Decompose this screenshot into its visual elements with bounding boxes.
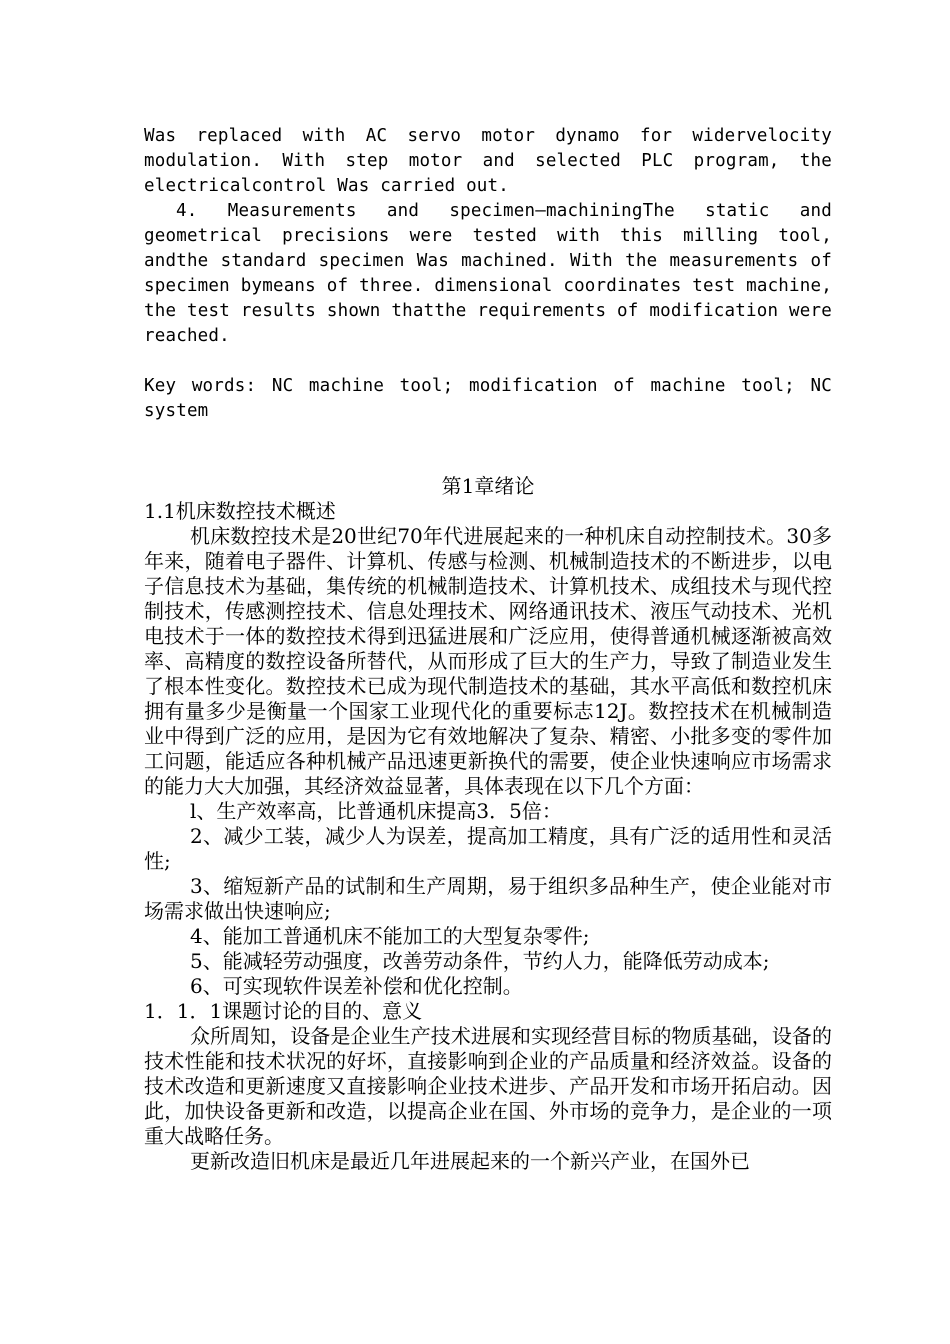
list-item: l、生产效率高，比普通机床提高3．5倍：	[190, 799, 562, 823]
section-heading-1-1: 1.1机床数控技术概述	[144, 499, 336, 523]
keywords: Key words: NC machine tool; modification of machine tool; NC system	[144, 376, 832, 421]
section-1-1-intro: 机床数控技术是20世纪70年代进展起来的一种机床自动控制技术。30多年来，随着电子器件、计算机、传感与检测、机械制造技术的不断进步，以电子信息技术为基础，集传统的机械制造技术、计算机技术、成组技术与现代控制技术，传感测控技术、信息处理技术、网络通讯技术、液压气动技术、光机电技术于一体的数控技术得到迅猛进展和广泛应用，使得普通机械逐渐被高效率、高精度的数控设备所替代，从而形成了巨大的生产力，导致了制造业发生了根本性变化。数控技术已成为现代制造技术的基础，其水平高低和数控机床拥有量多少是衡量一个国家工业现代化的重要标志12J。数控技术在机械制造业中得到广泛的应用，是因为它有效地解决了复杂、精密、小批多变的零件加工问题，能适应各种机械产品迅速更新换代的需要，使企业快速响应市场需求的能力大大加强，其经济效益显著，具体表现在以下几个方面：	[144, 524, 832, 798]
list-item: 4、能加工普通机床不能加工的大型复杂零件;	[190, 924, 590, 948]
section-1-1-1-paragraph-1: 众所周知，设备是企业生产技术进展和实现经营目标的物质基础，设备的技术性能和技术状况的好坏，直接影响到企业的产品质量和经济效益。设备的技术改造和更新速度又直接影响企业技术进步、产品开发和市场开拓启动。因此，加快设备更新和改造，以提高企业在国、外市场的竞争力，是企业的一项重大战略任务。	[144, 1024, 832, 1148]
document-page	[144, 124, 832, 1174]
list-item: 3、缩短新产品的试制和生产周期，易于组织多品种生产，使企业能对市场需求做出快速响应;	[144, 874, 832, 923]
chapter-title: 第1章绪论	[441, 474, 535, 498]
section-1-1-1-paragraph-2: 更新改造旧机床是最近几年进展起来的一个新兴产业，在国外已	[190, 1149, 750, 1173]
abstract-paragraph-continued: Was replaced with AC servo motor dynamo for widervelocity modulation. With step motor and selected PLC program, the electricalcontrol Was carried out.	[144, 126, 832, 196]
abstract-paragraph-4: 4. Measurements and specimen—machiningThe static and geometrical precisions were tested with this milling tool, andthe standard specimen Was machined. With the measurements of specimen bymeans of three. dimensional coordinates test machine, the test results shown thatthe requirements of modification were reached.	[144, 201, 832, 346]
list-item: 2、减少工装，减少人为误差，提高加工精度，具有广泛的适用性和灵活性;	[144, 824, 832, 873]
section-heading-1-1-1: 1．1．1课题讨论的目的、意义	[144, 999, 423, 1023]
list-item: 5、能减轻劳动强度，改善劳动条件，节约人力，能降低劳动成本;	[190, 949, 770, 973]
list-item: 6、可实现软件误差补偿和优化控制。	[190, 974, 523, 998]
